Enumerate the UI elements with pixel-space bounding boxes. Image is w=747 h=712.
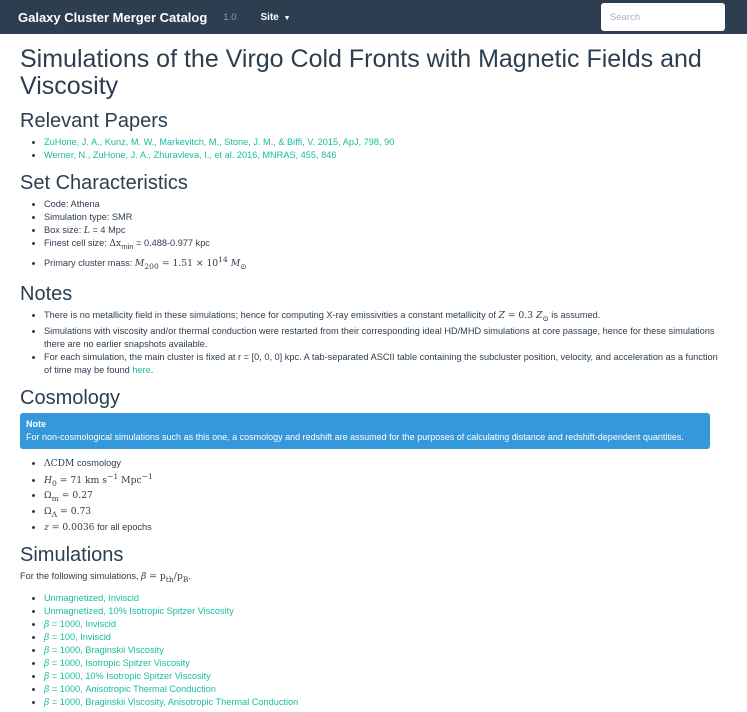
cosmology-note-alert bbox=[20, 413, 710, 449]
intro-p2-sub: B bbox=[182, 574, 189, 584]
note1-end: is assumed. bbox=[548, 309, 601, 320]
lcdm-symbol: ΛCDM bbox=[44, 457, 75, 469]
simulation-item bbox=[44, 657, 727, 670]
sim-label: = 1000, Isotropic Spitzer Viscosity bbox=[49, 657, 190, 668]
sim-label: = 100, Inviscid bbox=[49, 631, 111, 642]
box-size-value: = 4 Mpc bbox=[89, 225, 126, 235]
intro-slash: /p bbox=[173, 571, 183, 583]
simulations-list bbox=[20, 592, 727, 709]
intro-p1-sub: th bbox=[165, 574, 174, 584]
simulation-link[interactable] bbox=[44, 645, 164, 655]
intro-end: . bbox=[188, 571, 191, 582]
sim-label: Unmagnetized, 10% Isotropic Spitzer Viscosity bbox=[44, 605, 234, 616]
notes-list bbox=[20, 309, 727, 377]
note-item: • Simulations with viscosity and/or thermal conduction were restarted from their corresponding ideal HD/MHD simulations at core passage, hence for these simulations there are no earlier snapshots available. bbox=[44, 325, 727, 351]
mass-unit-sub: ⊙ bbox=[240, 261, 247, 271]
cosmology-heading: Cosmology bbox=[20, 386, 121, 409]
version-label: 1.0 bbox=[223, 11, 237, 23]
sim-beta: β bbox=[44, 618, 50, 630]
paper-item bbox=[44, 136, 727, 149]
cell-size-var: Δx bbox=[109, 238, 122, 249]
sim-type-item: • Simulation type: SMR bbox=[44, 211, 727, 224]
z-eq: = 0.0036 bbox=[48, 522, 95, 534]
h0-exp1: −1 bbox=[106, 471, 119, 481]
sim-label: = 1000, Braginskii Viscosity, Anisotropic Thermal Conduction bbox=[49, 696, 299, 707]
note1-text: There is no metallicity field in these simulations; hence for computing X-ray emissivities a constant metallicity of bbox=[44, 309, 499, 320]
cell-size-label: Finest cell size: bbox=[44, 238, 110, 248]
omega-l-item bbox=[44, 505, 727, 521]
site-dropdown[interactable] bbox=[261, 12, 291, 23]
cell-size-sub: min bbox=[121, 241, 134, 251]
simulation-link[interactable] bbox=[44, 671, 211, 681]
h0-mid: Mpc bbox=[118, 474, 142, 486]
ol-var: Ω bbox=[44, 506, 52, 518]
intro-eq: = p bbox=[146, 571, 166, 583]
simulation-link[interactable] bbox=[44, 632, 111, 642]
sim-label: = 1000, Braginskii Viscosity bbox=[49, 644, 164, 655]
sim-label: = 1000, Inviscid bbox=[49, 618, 116, 629]
simulation-link[interactable] bbox=[44, 619, 116, 629]
simulation-item bbox=[44, 631, 727, 644]
mass-unit: M bbox=[230, 257, 241, 269]
cosmology-list bbox=[20, 457, 727, 535]
paper-item bbox=[44, 149, 727, 162]
sim-label: Unmagnetized, Inviscid bbox=[44, 592, 139, 603]
site-dropdown-label: Site bbox=[260, 11, 279, 23]
note1-zsun-sub: ⊙ bbox=[542, 313, 549, 323]
simulation-item bbox=[44, 644, 727, 657]
sim-beta: β bbox=[44, 696, 50, 708]
simulation-item bbox=[44, 670, 727, 683]
note3-text: For each simulation, the main cluster is fixed at r = [0, 0, 0] kpc. A tab-separated ASCII table containing the subcluster position, velocity, and acceleration as a function of time may be found bbox=[44, 351, 718, 375]
h0-var: H bbox=[44, 474, 53, 486]
papers-list bbox=[20, 136, 727, 162]
brand-link[interactable]: Galaxy Cluster Merger Catalog bbox=[18, 9, 208, 25]
lcdm-text: cosmology bbox=[74, 457, 121, 468]
note-alert-title: Note bbox=[26, 418, 46, 429]
note3-end: . bbox=[150, 364, 154, 375]
intro-text: For the following simulations, bbox=[20, 571, 142, 582]
sim-beta: β bbox=[44, 657, 50, 669]
box-size-label: Box size: bbox=[44, 225, 84, 235]
relevant-papers-heading: Relevant Papers bbox=[20, 110, 168, 132]
code-item: • Code: Athena bbox=[44, 198, 727, 211]
note1-var: Z bbox=[498, 309, 505, 321]
redshift-item bbox=[44, 521, 727, 534]
main-content bbox=[0, 46, 747, 709]
sim-label: = 1000, 10% Isotropic Spitzer Viscosity bbox=[49, 670, 211, 681]
navbar bbox=[0, 0, 747, 34]
notes-heading: Notes bbox=[20, 282, 73, 305]
simulation-link[interactable] bbox=[44, 684, 216, 694]
here-link[interactable]: here bbox=[132, 364, 151, 375]
caret-down-icon: ▼ bbox=[283, 14, 291, 22]
cluster-mass-item bbox=[44, 253, 727, 273]
note-item bbox=[44, 309, 727, 325]
h0-sub: 0 bbox=[52, 478, 57, 488]
hubble-item bbox=[44, 470, 727, 490]
simulation-link[interactable] bbox=[44, 593, 139, 603]
simulation-link[interactable] bbox=[44, 606, 234, 616]
om-eq: = 0.27 bbox=[58, 490, 93, 502]
characteristics-list bbox=[20, 198, 727, 273]
simulation-item bbox=[44, 618, 727, 631]
search-input[interactable] bbox=[601, 3, 725, 31]
simulations-heading: Simulations bbox=[20, 544, 124, 567]
cell-size-item bbox=[44, 237, 727, 253]
sim-beta: β bbox=[44, 644, 50, 656]
simulation-item bbox=[44, 592, 727, 605]
note1-eq: = 0.3 bbox=[504, 309, 536, 321]
h0-eq: = 71 km s bbox=[56, 474, 107, 486]
page-title: Simulations of the Virgo Cold Fronts with Magnetic Fields and Viscosity bbox=[20, 45, 702, 100]
box-size-item bbox=[44, 224, 727, 237]
cell-size-value: = 0.488-0.977 kpc bbox=[133, 238, 210, 248]
box-size-var: L bbox=[83, 225, 90, 236]
simulation-item bbox=[44, 683, 727, 696]
note1-zsun: Z bbox=[535, 309, 543, 321]
note-item bbox=[44, 351, 727, 377]
omega-m-item bbox=[44, 489, 727, 505]
h0-exp2: −1 bbox=[141, 471, 153, 481]
mass-eq: = 1.51 × 10 bbox=[158, 257, 219, 269]
lcdm-item bbox=[44, 457, 727, 470]
om-sub: m bbox=[51, 494, 59, 504]
ol-sub: Λ bbox=[51, 510, 58, 520]
paper-link[interactable]: Werner, N., ZuHone, J. A., Zhuravleva, I., et al. 2016, MNRAS, 455, 846 bbox=[44, 150, 337, 160]
intro-beta: β bbox=[141, 571, 147, 583]
ol-eq: = 0.73 bbox=[57, 506, 92, 518]
simulation-link[interactable] bbox=[44, 658, 190, 668]
sim-label: = 1000, Anisotropic Thermal Conduction bbox=[49, 683, 216, 694]
om-var: Ω bbox=[44, 490, 52, 502]
z-text: for all epochs bbox=[94, 522, 152, 533]
mass-exp: 14 bbox=[218, 254, 228, 264]
mass-sub: 200 bbox=[144, 261, 159, 271]
z-var: z bbox=[44, 522, 49, 534]
mass-var: M bbox=[134, 257, 145, 269]
simulation-item bbox=[44, 696, 727, 709]
simulation-item bbox=[44, 605, 727, 618]
sim-beta: β bbox=[44, 683, 50, 695]
cluster-mass-label: Primary cluster mass: bbox=[44, 257, 135, 268]
note-alert-body: For non-cosmological simulations such as this one, a cosmology and redshift are assumed for the purposes of calculating distance and redshift-dependent quantities. bbox=[26, 431, 684, 442]
set-characteristics-heading: Set Characteristics bbox=[20, 172, 188, 194]
simulation-link[interactable] bbox=[44, 697, 298, 707]
sim-beta: β bbox=[44, 631, 50, 643]
sim-beta: β bbox=[44, 670, 50, 682]
simulations-intro bbox=[20, 570, 727, 586]
paper-link[interactable]: ZuHone, J. A., Kunz, M. W., Markevitch, M., Stone, J. M., & Biffi, V. 2015, ApJ, 798, 90 bbox=[44, 137, 395, 147]
